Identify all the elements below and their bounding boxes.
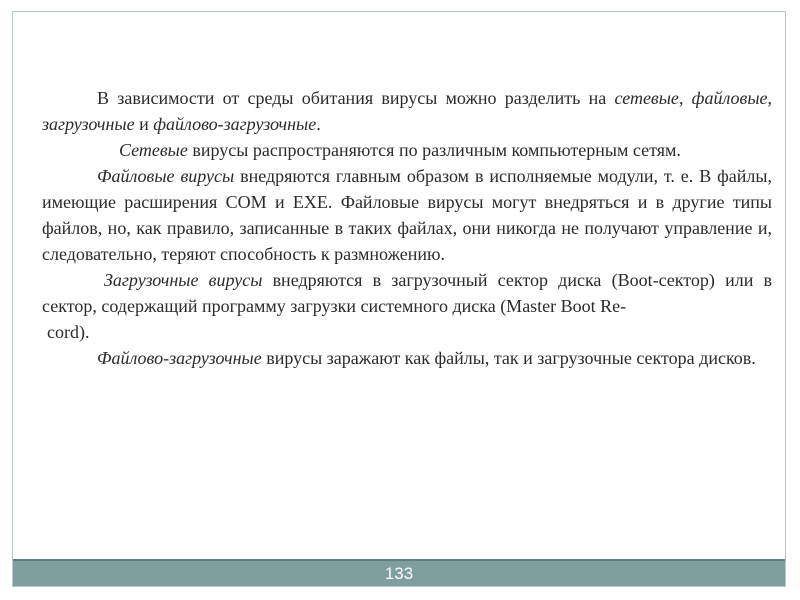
text-span: В зависимости от среды обитания вирусы можно разделить на [97, 88, 615, 108]
paragraph-network-viruses [42, 137, 772, 163]
text-span: вирусы заражают как файлы, так и загрузочные сектора дисков. [261, 348, 756, 368]
italic-term-boot-viruses: Загрузочные вирусы [104, 270, 263, 290]
slide [12, 11, 786, 587]
paragraph-file-boot-viruses [42, 345, 772, 371]
paragraph-boot-viruses-continued [42, 319, 772, 345]
italic-term-network: сетевые [614, 88, 679, 108]
italic-term-file-boot: файлово-загрузочные [153, 114, 317, 134]
text-span: и [134, 114, 154, 134]
text-span: , [678, 88, 692, 108]
italic-term-file-boot: Файлово-загрузочные [97, 348, 262, 368]
slide-footer [13, 559, 785, 586]
slide-body [42, 85, 772, 371]
text-span: cord). [47, 322, 90, 342]
italic-term-file-viruses: Файловые вирусы [97, 166, 235, 186]
italic-term-network: Сетевые [119, 140, 188, 160]
text-span: внедряются главным образом в исполняемые модули, т. е. В файлы, имеющие расширения COM и EXE. Файловые вирусы могут внедряться и в другие типы файлов, но, как правило, записанные в таких файлах, они никогда не получают управление и, следовательно, теряют способность к размножению. [42, 166, 772, 264]
text-span: , [767, 88, 773, 108]
italic-term-boot: загрузочные [42, 114, 135, 134]
text-span: вирусы распространяются по различным компьютерным сетям. [187, 140, 681, 160]
paragraph-boot-viruses [42, 267, 772, 319]
text-span: . [316, 114, 321, 134]
page-number: 133 [384, 564, 414, 583]
paragraph-virus-classification [42, 85, 772, 137]
text-span: внедряются в загрузочный сектор диска (Boot-сектор) или в сектор, содержащий программу загрузки системного диска (Master Boot Re- [42, 270, 772, 316]
italic-term-file: файловые [691, 88, 768, 108]
paragraph-file-viruses [42, 163, 772, 267]
